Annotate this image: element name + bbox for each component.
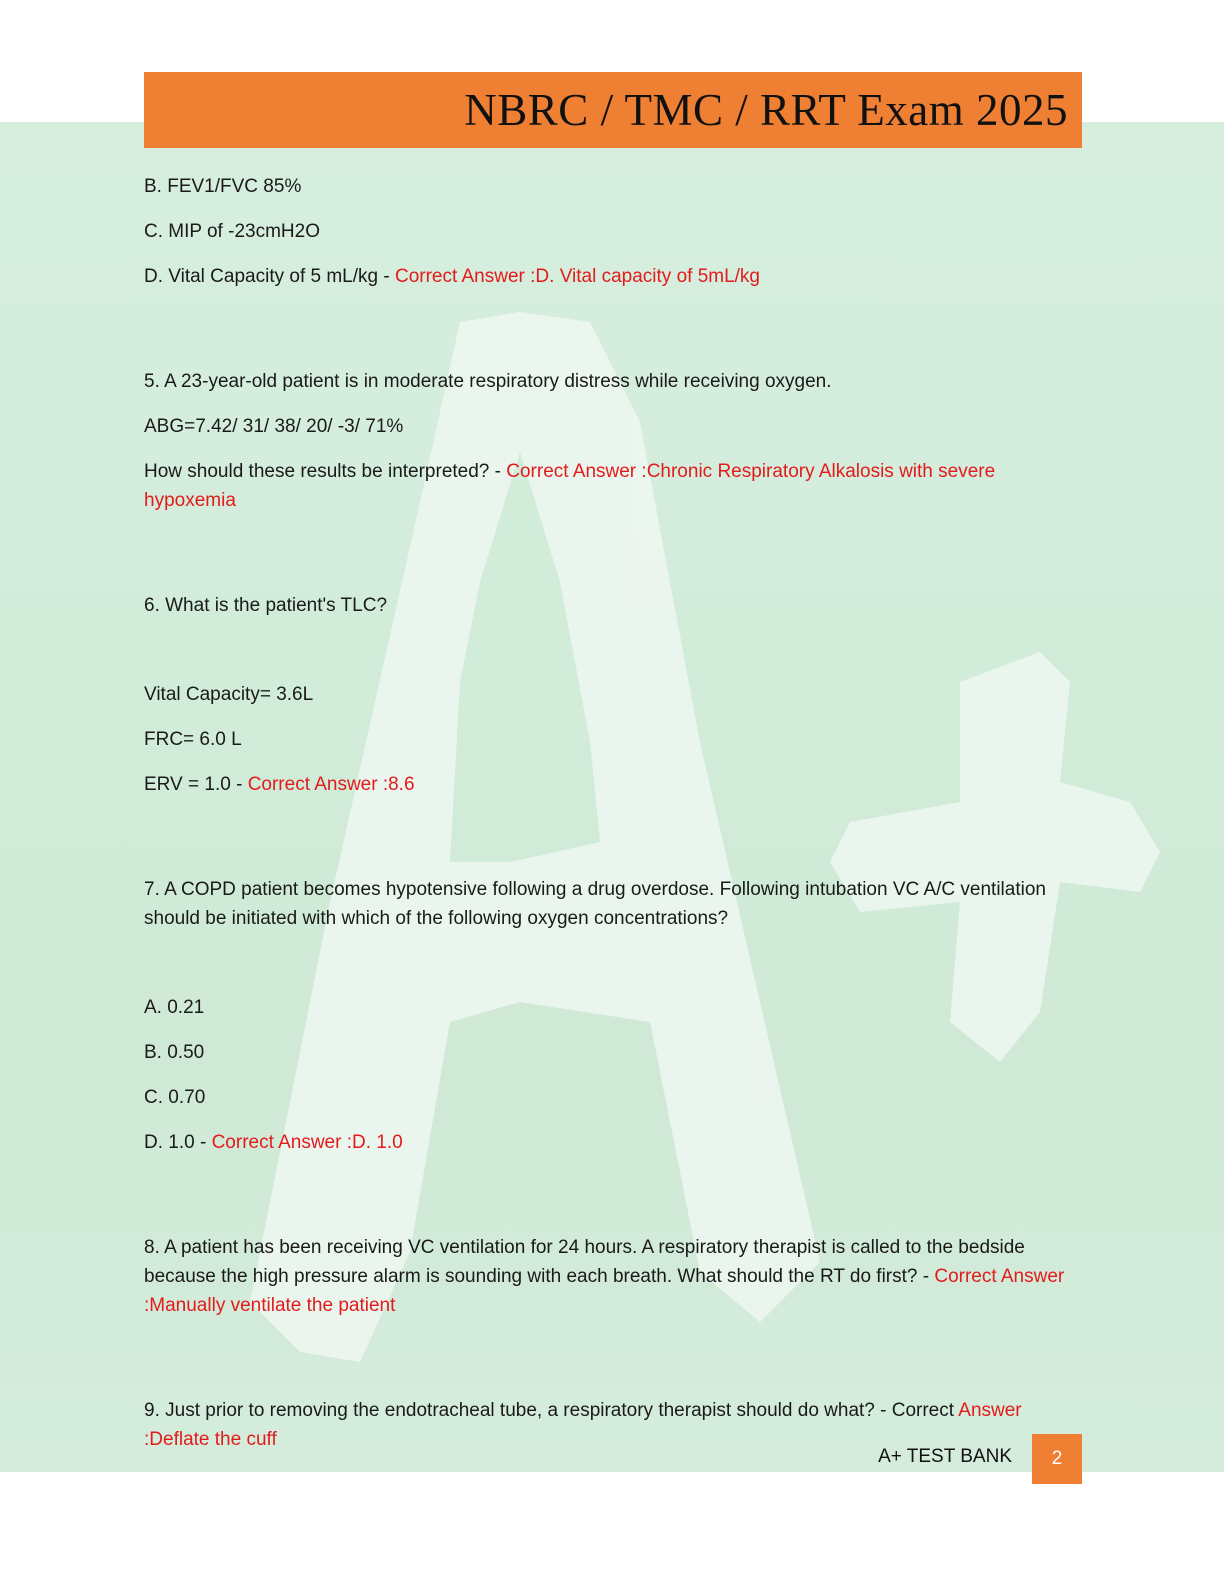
q5-stem: 5. A 23-year-old patient is in moderate respiratory distress while receiving oxygen. — [144, 371, 832, 392]
q7-correct-answer: Correct Answer :D. 1.0 — [211, 1132, 403, 1153]
q9-stem-text: 9. Just prior to removing the endotracheal tube, a respiratory therapist should do what? - Correct — [144, 1400, 959, 1421]
q5-question-text: How should these results be interpreted? - — [144, 461, 507, 482]
page-title: NBRC / TMC / RRT Exam 2025 — [464, 85, 1068, 135]
q4-option-b: B. FEV1/FVC 85% — [144, 176, 302, 197]
q5-correct-answer: Correct Answer :Chronic Respiratory Alkalosis with severe hypoxemia — [144, 461, 996, 511]
q7-option-c: C. 0.70 — [144, 1087, 206, 1108]
q5-abg: ABG=7.42/ 31/ 38/ 20/ -3/ 71% — [144, 416, 404, 437]
q6-erv — [144, 770, 1082, 799]
q4-option-c: C. MIP of -23cmH2O — [144, 221, 320, 242]
header-bar — [144, 72, 1082, 148]
footer-label: A+ TEST BANK — [878, 1446, 1012, 1467]
page-number: 2 — [1032, 1434, 1082, 1484]
q7-option-b: B. 0.50 — [144, 1042, 205, 1063]
q8-stem — [144, 1233, 1082, 1320]
q6-frc: FRC= 6.0 L — [144, 729, 242, 750]
q4-option-d-text: D. Vital Capacity of 5 mL/kg - — [144, 266, 395, 287]
question-content — [144, 172, 1082, 1470]
q7-stem: 7. A COPD patient becomes hypotensive following a drug overdose. Following intubation VC A/C ventilation should be initiated with which of the following oxygen concentrations? — [144, 879, 1046, 929]
q7-option-d-text: D. 1.0 - — [144, 1132, 212, 1153]
q7-option-a: A. 0.21 — [144, 997, 205, 1018]
q6-erv-text: ERV = 1.0 - — [144, 774, 248, 795]
q7-option-d — [144, 1128, 1082, 1157]
q6-correct-answer: Correct Answer :8.6 — [247, 774, 415, 795]
q5-question — [144, 457, 1082, 515]
q8-correct-answer: Correct Answer :Manually ventilate the patient — [144, 1266, 1065, 1316]
q4-option-d — [144, 262, 1082, 291]
q6-stem: 6. What is the patient's TLC? — [144, 595, 388, 616]
q9-correct-answer: Answer :Deflate the cuff — [144, 1400, 1022, 1450]
q4-correct-answer: Correct Answer :D. Vital capacity of 5mL/kg — [394, 266, 761, 287]
q6-vital-capacity: Vital Capacity= 3.6L — [144, 684, 314, 705]
q8-stem-text: 8. A patient has been receiving VC ventilation for 24 hours. A respiratory therapist is called to the bedside because the high pressure alarm is sounding with each breath. What should the RT do first? - — [144, 1237, 1025, 1287]
